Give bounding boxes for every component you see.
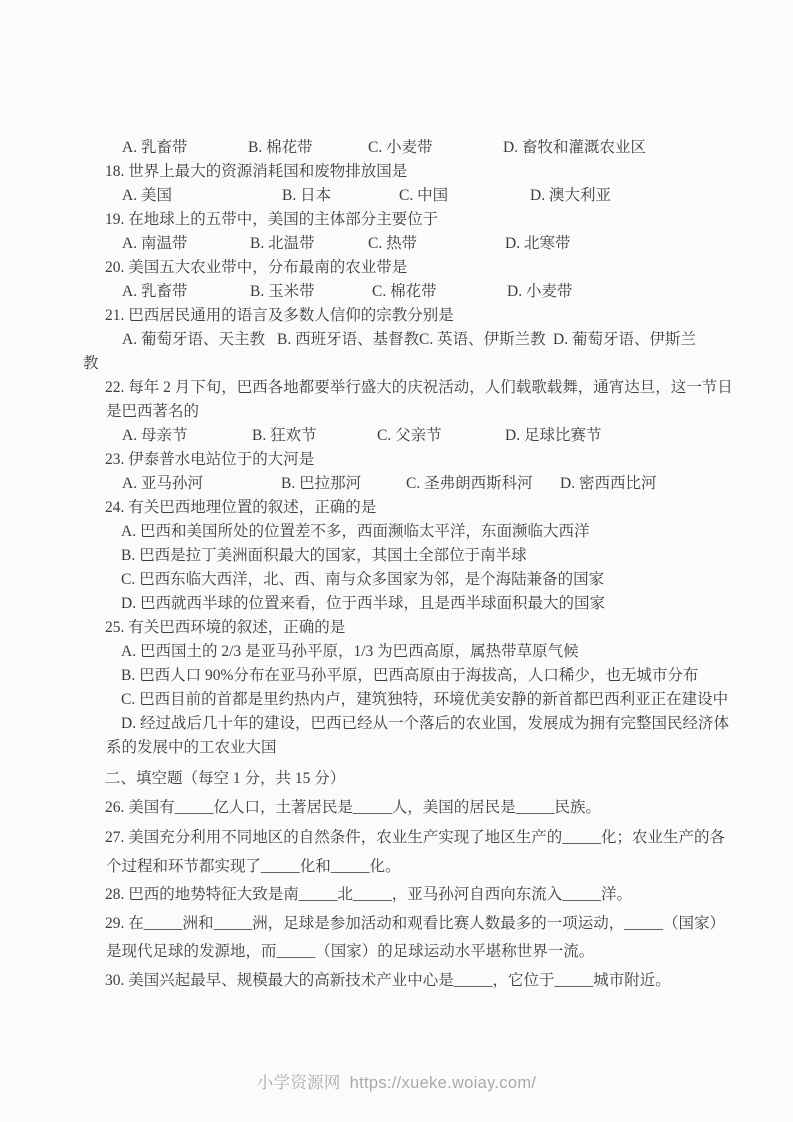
option: C. 父亲节 xyxy=(377,427,442,444)
question-stem: 19. 在地球上的五带中，美国的主体部分主要位于 xyxy=(105,211,439,228)
footer-site-name: 小学资源网 xyxy=(256,1074,341,1092)
option: C. 热带 xyxy=(368,235,418,252)
option: A. 美国 xyxy=(122,187,172,204)
option-statement: B. 巴西是拉丁美洲面积最大的国家，其国土全部位于南半球 xyxy=(121,547,527,564)
question-stem: 28. 巴西的地势特征大致是南_____北_____，亚马孙河自西向东流入_____洋。 xyxy=(105,886,633,903)
footer-url: https://xueke.woiay.com/ xyxy=(349,1074,537,1092)
option: C. 英语、伊斯兰教 xyxy=(419,331,546,348)
question-stem: 22. 每年 2 月下旬，巴西各地都要举行盛大的庆祝活动，人们载歌载舞，通宵达旦，这一节日 xyxy=(105,379,733,396)
options-row xyxy=(0,281,793,305)
footer-watermark xyxy=(0,1069,793,1093)
option: A. 葡萄牙语、天主教 xyxy=(122,331,265,348)
option-statement: D. 巴西就西半球的位置来看，位于西半球，且是西半球面积最大的国家 xyxy=(121,595,605,612)
option: D. 小麦带 xyxy=(507,283,573,300)
question-stem: 26. 美国有_____亿人口，土著居民是_____人，美国的居民是_____民族。 xyxy=(105,799,602,816)
stem-continuation: 个过程和环节都实现了_____化和_____化。 xyxy=(106,858,401,875)
option: A. 乳畜带 xyxy=(122,283,188,300)
option-statement: C. 巴西东临大西洋，北、西、南与众多国家为邻，是个海陆兼备的国家 xyxy=(121,571,605,588)
option: D. 澳大利亚 xyxy=(530,187,611,204)
question-stem: 20. 美国五大农业带中，分布最南的农业带是 xyxy=(105,259,408,276)
options-continuation: 教 xyxy=(83,355,99,372)
options-row xyxy=(0,233,793,257)
option: B. 西班牙语、基督教 xyxy=(277,331,420,348)
option: D. 北寒带 xyxy=(505,235,571,252)
option: B. 巴拉那河 xyxy=(281,475,362,492)
stem-continuation: 是巴西著名的 xyxy=(106,403,200,420)
question-stem: 18. 世界上最大的资源消耗国和废物排放国是 xyxy=(105,163,408,180)
options-row xyxy=(0,137,793,161)
options-row xyxy=(0,185,793,209)
question-stem: 29. 在_____洲和_____洲，足球是参加活动和观看比赛人数最多的一项运动，_____（国家） xyxy=(105,915,726,932)
option: B. 狂欢节 xyxy=(252,427,317,444)
question-stem: 25. 有关巴西环境的叙述，正确的是 xyxy=(105,619,346,636)
options-row xyxy=(0,473,793,497)
stem-continuation: 是现代足球的发源地，而_____（国家）的足球运动水平堪称世界一流。 xyxy=(106,943,595,960)
option-statement: D. 经过战后几十年的建设，巴西已经从一个落后的农业国，发展成为拥有完整国民经济体 xyxy=(121,715,729,732)
section-heading: 二、填空题（每空 1 分，共 15 分） xyxy=(105,770,346,787)
option: C. 小麦带 xyxy=(368,139,433,156)
option: A. 母亲节 xyxy=(122,427,188,444)
option-statement: A. 巴西和美国所处的位置差不多，西面濒临太平洋，东面濒临大西洋 xyxy=(121,523,590,540)
options-row xyxy=(0,425,793,449)
option-statement: A. 巴西国土的 2/3 是亚马孙平原，1/3 为巴西高原，属热带草原气候 xyxy=(121,643,579,660)
option: C. 中国 xyxy=(399,187,449,204)
question-stem: 23. 伊泰普水电站位于的大河是 xyxy=(105,451,315,468)
option: A. 亚马孙河 xyxy=(122,475,203,492)
option: B. 北温带 xyxy=(250,235,315,252)
option: D. 畜牧和灌溉农业区 xyxy=(503,139,646,156)
option: D. 足球比赛节 xyxy=(505,427,602,444)
option: D. 葡萄牙语、伊斯兰 xyxy=(553,331,696,348)
option: B. 日本 xyxy=(282,187,332,204)
stem-continuation: 系的发展中的工农业大国 xyxy=(106,739,277,756)
option: A. 乳畜带 xyxy=(122,139,188,156)
option: B. 玉米带 xyxy=(250,283,315,300)
option: B. 棉花带 xyxy=(248,139,313,156)
options-row xyxy=(0,329,793,353)
option-statement: B. 巴西人口 90%分布在亚马孙平原，巴西高原由于海拔高，人口稀少，也无城市分布 xyxy=(121,667,699,684)
question-stem: 27. 美国充分利用不同地区的自然条件，农业生产实现了地区生产的_____化；农业生产的各 xyxy=(105,829,726,846)
option: C. 圣弗朗西斯科河 xyxy=(406,475,533,492)
option: D. 密西西比河 xyxy=(560,475,657,492)
question-stem: 24. 有关巴西地理位置的叙述，正确的是 xyxy=(105,499,377,516)
question-stem: 30. 美国兴起最早、规模最大的高新技术产业中心是_____，它位于_____城市附近。 xyxy=(105,972,671,989)
option-statement: C. 巴西目前的首都是里约热内卢，建筑独特，环境优美安静的新首都巴西利亚正在建设中 xyxy=(121,691,729,708)
option: C. 棉花带 xyxy=(372,283,437,300)
question-stem: 21. 巴西居民通用的语言及多数人信仰的宗教分别是 xyxy=(105,307,454,324)
option: A. 南温带 xyxy=(122,235,188,252)
